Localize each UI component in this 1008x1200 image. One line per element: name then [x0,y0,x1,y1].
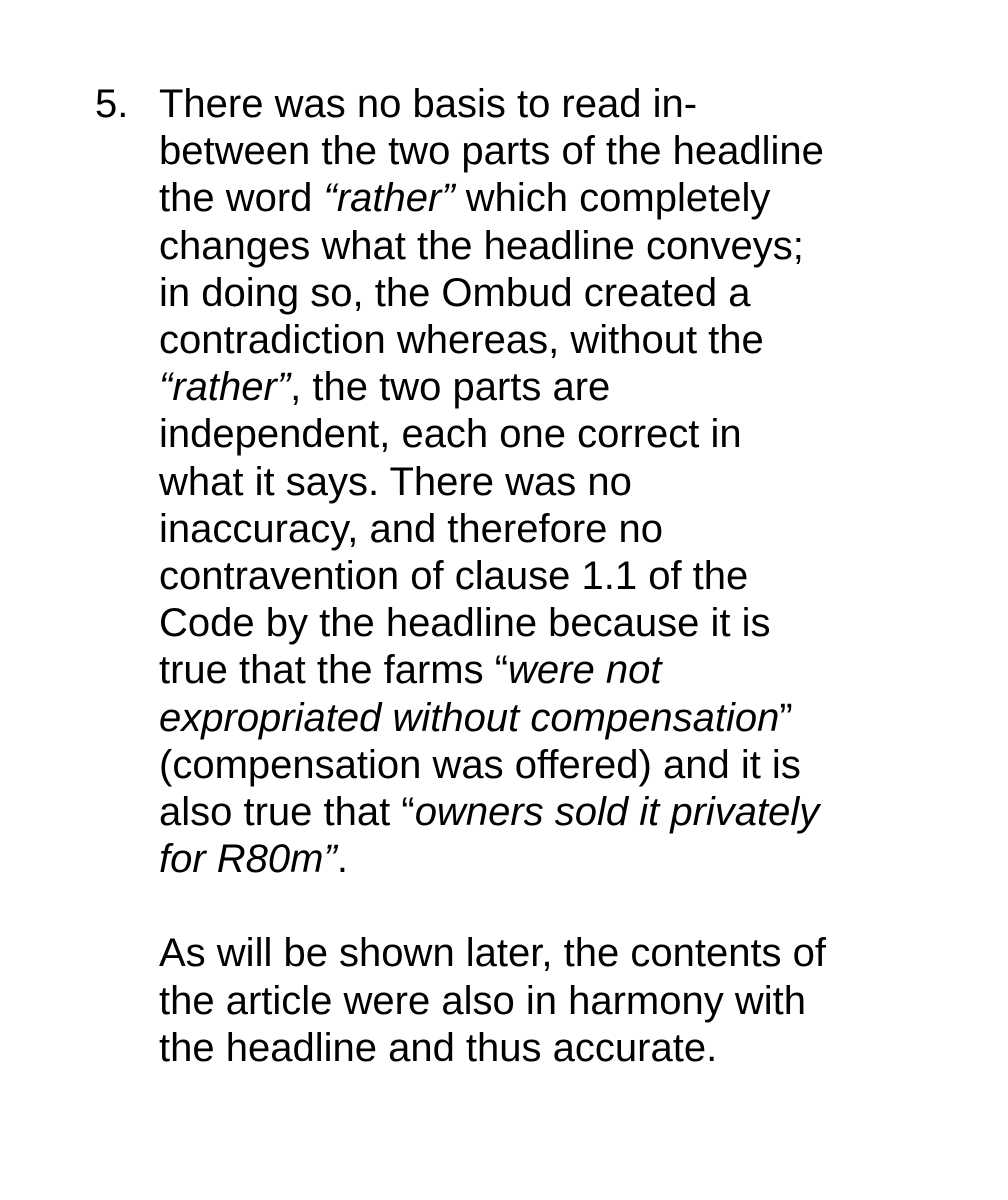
text-line [159,506,859,553]
text-run: also true that “ [159,790,415,835]
paragraph-body [159,81,859,1072]
text-line [159,978,859,1025]
text-line [159,695,859,742]
text-line [159,742,859,789]
text-line [159,270,859,317]
text-line [159,223,859,270]
paragraph-gap [159,883,859,930]
text-line [159,1025,859,1072]
text-run: contradiction whereas, without the [159,318,764,363]
italic-text: expropriated without compensation [159,695,780,740]
text-line [159,553,859,600]
text-line [159,317,859,364]
text-run: the word [159,176,324,221]
text-line [159,459,859,506]
text-run: Code by the headline because it is [159,601,771,646]
text-run: the article were also in harmony with [159,978,806,1023]
italic-text: “rather” [323,176,455,221]
text-run: changes what the headline conveys; [159,223,804,268]
italic-text: for R80m” [159,837,337,882]
text-line [159,175,859,222]
text-run: (compensation was offered) and it is [159,742,801,787]
italic-text: owners sold it privately [414,790,820,835]
text-line [159,600,859,647]
text-run: the headline and thus accurate. [159,1025,718,1070]
text-run: what it says. There was no [159,459,632,504]
text-run: which completely [454,176,771,221]
text-run: There was no basis to read in- [159,82,698,126]
paragraph-text-2 [159,930,859,1072]
text-line [159,930,859,977]
text-run: true that the farms “ [159,648,509,693]
text-run: , the two parts are [290,365,611,410]
italic-text: “rather” [159,365,291,410]
text-line [159,647,859,694]
paragraph-number: 5. [95,82,129,126]
italic-text: were not [508,648,662,693]
text-line [159,128,859,175]
text-line [159,411,859,458]
text-line [159,81,859,128]
text-run: As will be shown later, the contents of [159,931,827,976]
text-run: contravention of clause 1.1 of the [159,554,749,599]
text-line [159,789,859,836]
text-run: between the two parts of the headline [159,129,824,174]
text-run: . [336,837,348,882]
text-run: inaccuracy, and therefore no [159,506,664,551]
text-run: ” [779,695,793,740]
text-run: in doing so, the Ombud created a [159,270,751,315]
paragraph-text-1 [159,81,859,883]
text-line [159,364,859,411]
text-run: independent, each one correct in [159,412,742,457]
text-line [159,836,859,883]
